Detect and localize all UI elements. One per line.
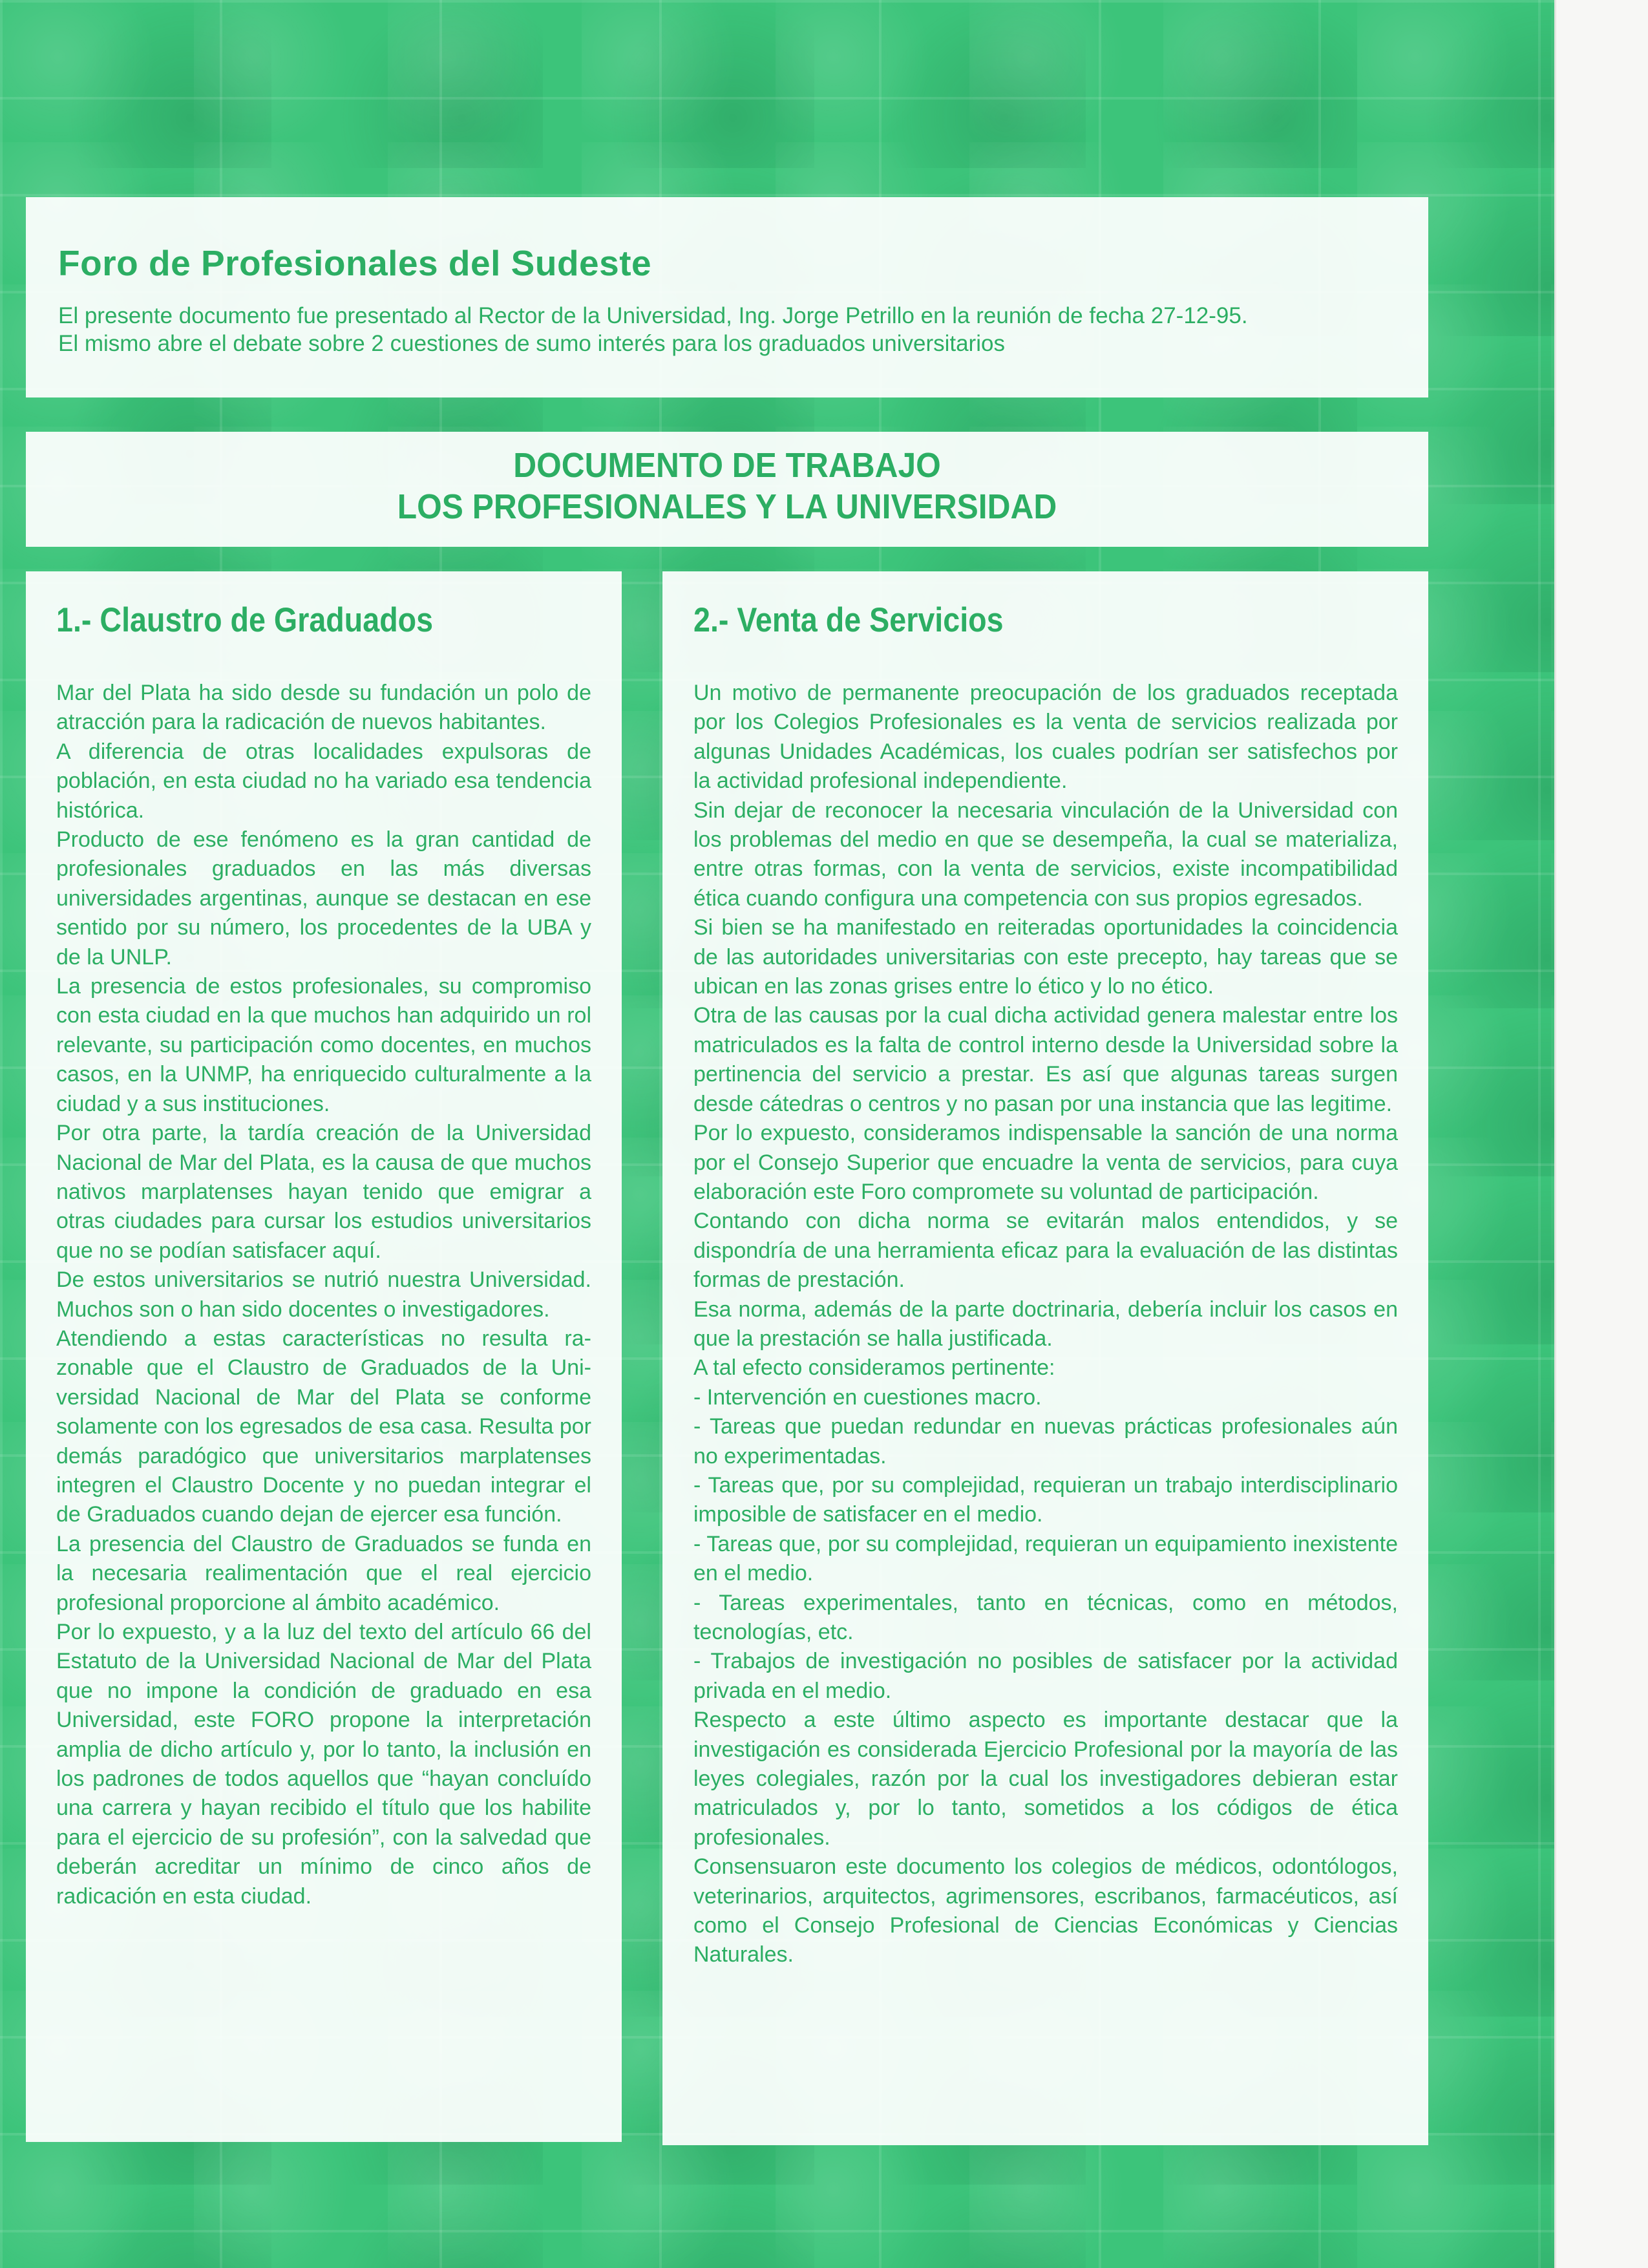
list-item: - Intervención en cuestiones macro. <box>693 1384 1042 1410</box>
paragraph: De estos universitarios se nutrió nuestra Universidad. Muchos son o han sido docentes o investigadores. <box>56 1267 591 1322</box>
paragraph: Por lo expuesto, y a la luz del texto del artículo 66 del Estatuto de la Universidad Nacional de Mar del Plata que no impone la condición de graduado en esa Universidad, este FORO propone la interpretación amplia de dicho artículo y, por lo tanto, la inclusión en los padrones de todos aquellos que “hayan concluído una carrera y hayan recibido el título que los habilite para el ejercicio de su profesión”, con la salvedad que deberán acreditar un mínimo de cinco años de radicación en esta ciudad. <box>56 1620 591 1909</box>
paragraph: Un motivo de permanente preocupación de los graduados receptada por los Colegios Profesionales es la venta de servicios realizada por algunas Unidades Académicas, los cuales podrían ser satisfechos por la actividad profesional independiente. <box>693 681 1398 794</box>
paragraph: Consensuaron este documento los colegios de médicos, odontólogos, veterinarios, arquitectos, agrimensores, escribanos, farmacéuticos, así como el Consejo Profesional de Ciencias Económicas y Ciencias Naturales. <box>693 1854 1398 1967</box>
document-title-panel <box>26 432 1428 547</box>
paragraph: Contando con dicha norma se evitarán malos entendidos, y se dispondría de una herramienta eficaz para la evaluación de las distintas formas de prestación. <box>693 1209 1398 1293</box>
list-item: - Trabajos de investigación no posibles de satisfacer por la actividad privada en el medio. <box>693 1649 1398 1703</box>
list-item: - Tareas que, por su complejidad, requieran un trabajo interdisciplinario imposible de satisfacer en el medio. <box>693 1472 1398 1527</box>
section-claustro-panel <box>26 571 622 2142</box>
page-margin <box>1554 0 1648 2268</box>
list-item: - Tareas que puedan redundar en nuevas prácticas profesionales aún no experimentadas. <box>693 1414 1398 1468</box>
paragraph: Si bien se ha manifestado en reiteradas oportunidades la coincidencia de las autoridades universitarias con este precepto, hay tareas que se ubican en las zonas grises entre lo ético y lo no ético. <box>693 915 1398 999</box>
document-title-line-2: LOS PROFESIONALES Y LA UNIVERSIDAD <box>397 487 1057 526</box>
paragraph: Otra de las causas por la cual dicha actividad genera malestar entre los matriculados es la falta de control interno desde la Universidad sobre la pertinencia del servicio a prestar. Es así que algunas tareas surgen desde cátedras o centros y no pasan por una instancia que las legitime. <box>693 1003 1398 1116</box>
list-item: - Tareas que, por su complejidad, requieran un equipamiento inexistente en el medio. <box>693 1531 1398 1586</box>
header-panel <box>26 197 1428 397</box>
paragraph: Producto de ese fenómeno es la gran cantidad de profesionales graduados en las más diversas universidades argentinas, aunque se destacan en ese sentido por su número, los procedentes de la UBA y de la UNLP. <box>56 827 591 970</box>
section-2-body <box>693 679 1398 1970</box>
section-venta-panel <box>662 571 1428 2145</box>
paragraph: A diferencia de otras localidades expulsoras de población, en esta ciudad no ha variado esa tendencia histórica. <box>56 739 591 823</box>
section-1-title: 1.- Claustro de Graduados <box>56 601 434 639</box>
org-title: Foro de Profesionales del Sudeste <box>58 243 652 283</box>
document-title <box>26 432 1428 527</box>
paragraph: La presencia de estos profesionales, su compromiso con esta ciudad en la que muchos han adquirido un rol relevante, su participación como docentes, en muchos casos, en la UNMP, ha enriquecido culturalmente a la ciudad y a sus instituciones. <box>56 974 591 1116</box>
paragraph: Mar del Plata ha sido desde su fundación un polo de atracción para la radicación de nuevos habitantes. <box>56 681 591 735</box>
paragraph: Sin dejar de reconocer la necesaria vinculación de la Universidad con los problemas del medio en que se desempeña, la cual se materializa, entre otras formas, con la venta de servicios, existe incompatibilidad ética cuando configura una competencia con sus propios egresados. <box>693 798 1398 911</box>
paragraph: Esa norma, además de la parte doctrinaria, debería incluir los casos en que la prestación se halla justificada. <box>693 1297 1398 1351</box>
intro-line-2: El mismo abre el debate sobre 2 cuestiones de sumo interés para los graduados universitarios <box>58 331 1005 356</box>
list-item: - Tareas experimentales, tanto en técnicas, como en métodos, tecnologías, etc. <box>693 1590 1398 1644</box>
paragraph: Respecto a este último aspecto es importante destacar que la investigación es considerada Ejercicio Profesional por la mayoría de las leyes colegiales, razón por la cual los investigadores debieran estar matriculados y, por lo tanto, sometidos a los códigos de ética profesionales. <box>693 1708 1398 1850</box>
document-title-line-1: DOCUMENTO DE TRABAJO <box>513 446 941 485</box>
paragraph: La presencia del Claustro de Graduados se funda en la necesaria realimentación que el real ejercicio profesional proporcione al ámbito académico. <box>56 1531 591 1615</box>
paragraph: Por otra parte, la tardía creación de la Universidad Nacional de Mar del Plata, es la causa de que muchos nativos marplatenses hayan tenido que emigrar a otras ciudades para cursar los estudios universitarios que no se podían satisfacer aquí. <box>56 1121 591 1263</box>
paragraph: A tal efecto consideramos pertinente: <box>693 1355 1055 1381</box>
section-2-title: 2.- Venta de Servicios <box>693 601 1004 639</box>
paragraph: Atendiendo a estas características no resulta razonable que el Claustro de Graduados de la Universidad Nacional de Mar del Plata se conforme solamente con los egresados de esa casa. Resulta por demás paradógico que universitarios marplatenses integren el Claustro Docente y no puedan integrar el de Graduados cuando dejan de ejercer esa función. <box>56 1326 591 1527</box>
intro-line-1: El presente documento fue presentado al Rector de la Universidad, Ing. Jorge Petrillo en la reunión de fecha 27-12-95. <box>58 303 1248 328</box>
section-1-body <box>56 679 591 1911</box>
paragraph: Por lo expuesto, consideramos indispensable la sanción de una norma por el Consejo Superior que encuadre la venta de servicios, para cuya elaboración este Foro compromete su voluntad de participación. <box>693 1121 1398 1204</box>
